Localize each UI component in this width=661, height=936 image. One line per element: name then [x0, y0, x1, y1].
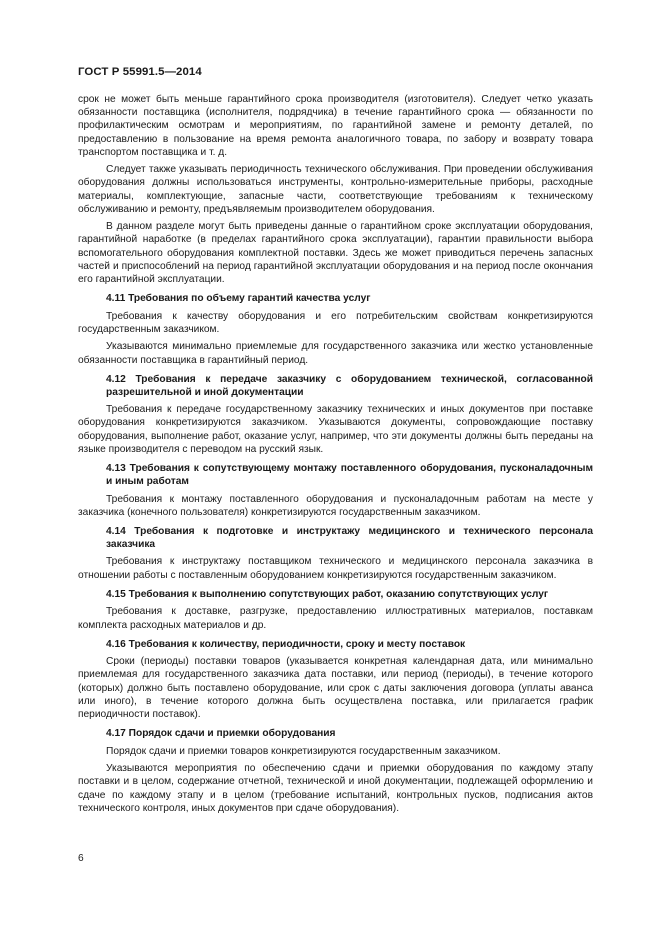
section-4-11-paragraph-1: Требования к качеству оборудования и его потребительским свойствам конкретизируются государственным заказчиком.	[78, 310, 593, 335]
section-4-15-paragraph-1: Требования к доставке, разгрузке, предоставлению иллюстративных материалов, поставкам комплекта расходных материалов и др.	[78, 606, 593, 631]
document-body	[78, 93, 593, 815]
page-number: 6	[78, 853, 84, 864]
document-header: ГОСТ Р 55991.5—2014	[78, 66, 202, 78]
intro-paragraph-2: Следует также указывать периодичность технического обслуживания. При проведении обслуживания оборудования должны использоваться инструменты, контрольно-измерительные приборы, расходные материалы, комплектующие, запасные части, соответствующие требованиям к техническому обслуживанию и ремонту, предъявляемым производителем оборудования.	[78, 164, 593, 215]
section-4-11-heading: 4.11 Требования по объему гарантий качества услуг	[106, 293, 371, 305]
section-4-17-paragraph-1: Порядок сдачи и приемки товаров конкретизируются государственным заказчиком.	[106, 745, 501, 757]
intro-paragraph-3: В данном разделе могут быть приведены данные о гарантийном сроке эксплуатации оборудования, гарантийной наработке (в пределах гарантийного срока эксплуатации), гарантии правильности выбора вспомогательного оборудования комплектной поставки. Здесь же может приводиться перечень запасных частей и приспособлений на период гарантийной эксплуатации оборудования и на период после окончания его гарантийной эксплуатации.	[78, 221, 593, 286]
section-4-13-paragraph-1: Требования к монтажу поставленного оборудования и пусконаладочным работам на месте у заказчика (конечного пользователя) конкретизируются государственным заказчиком.	[78, 493, 593, 518]
section-4-17-heading: 4.17 Порядок сдачи и приемки оборудования	[106, 728, 336, 740]
section-4-12-heading: 4.12 Требования к передаче заказчику с оборудованием технической, согласованной разрешительной и иной документации	[106, 373, 593, 398]
section-4-15-heading: 4.15 Требования к выполнению сопутствующих работ, оказанию сопутствующих услуг	[106, 588, 549, 600]
section-4-11-paragraph-2: Указываются минимально приемлемые для государственного заказчика или жестко установленные обязанности поставщика в гарантийный период.	[78, 341, 593, 366]
section-4-16-heading: 4.16 Требования к количеству, периодичности, сроку и месту поставок	[106, 638, 466, 650]
intro-paragraph-1: срок не может быть меньше гарантийного срока производителя (изготовителя). Следует четко указать обязанности поставщика (исполнителя, подрядчика) в течение гарантийного срока — обязанности по профилактическим осмотрам и мероприятиям, по гарантийной замене и ремонту деталей, по предоставлению в пользование на время ремонта аналогичного товара, по забору и возврату товара транспортом поставщика и т. д.	[78, 94, 593, 158]
section-4-13-heading: 4.13 Требования к сопутствующему монтажу поставленного оборудования, пусконаладочным и иным работам	[106, 463, 593, 488]
section-4-17-paragraph-2: Указываются мероприятия по обеспечению сдачи и приемки оборудования по каждому этапу поставки и в целом, содержание отчетной, технической и иной документации, подлежащей оформлению и сдаче по каждому этапу и в целом (требование испытаний, контрольных пусков, подписания актов технического контроля, иных документов при сдаче оборудования).	[78, 763, 593, 814]
section-4-14-heading: 4.14 Требования к подготовке и инструктажу медицинского и технического персонала заказчика	[106, 525, 593, 550]
section-4-12-paragraph-1: Требования к передаче государственному заказчику технических и иных документов при поставке оборудования конкретизируются заказчиком. Указываются документы, сопровождающие поставку оборудования, выполнение работ, оказание услуг, например, что эти документы должны быть переданы на языке производителя с переводом на русский язык.	[78, 404, 593, 455]
section-4-14-paragraph-1: Требования к инструктажу поставщиком технического и медицинского персонала заказчика в отношении работы с поставленным оборудованием конкретизируются государственным заказчиком.	[78, 556, 593, 581]
section-4-16-paragraph-1: Сроки (периоды) поставки товаров (указывается конкретная календарная дата, или минимально приемлемая для государственного заказчика дата поставки, или период (периоды), в течение которого (которых) должно быть поставлено оборудование, или срок с даты заключения договора (уплаты аванса или иного), в течение которого должна быть осуществлена поставка, или прилагается график периодичности поставок).	[78, 656, 593, 721]
